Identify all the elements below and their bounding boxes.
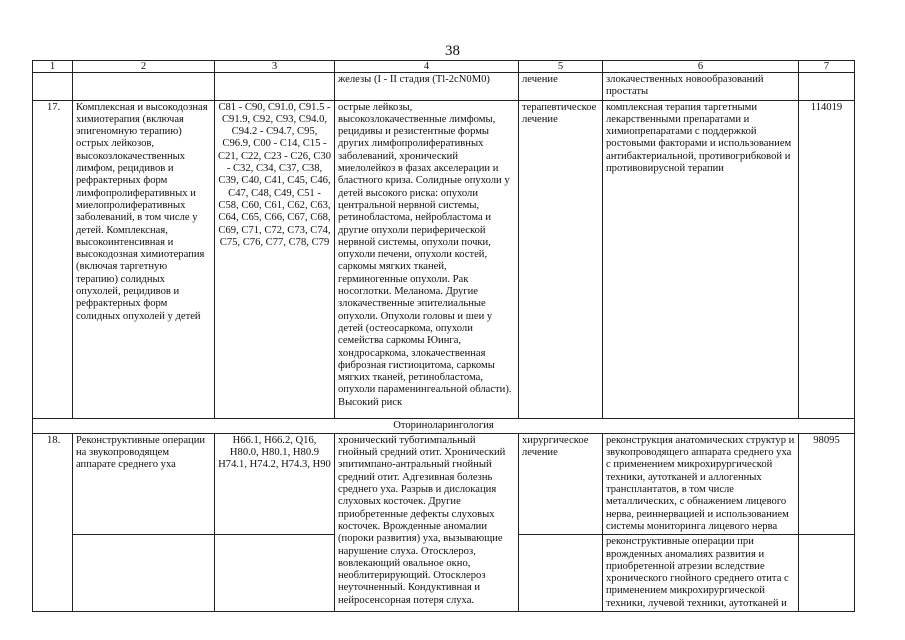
cost-cell: 114019	[799, 100, 855, 418]
method-cell: злокачественных новообразований простаты	[603, 73, 799, 101]
column-number: 4	[335, 61, 519, 73]
care-type-name-cell: Реконструктивные операции на звукопроводящем аппарате среднего уха	[73, 433, 215, 534]
method-cell: реконструктивные операции при врожденных аномалиях развития и приобретенной атрезии вследствие хронического гнойного среднего отита с применением микрохирургической техники, лучевой техники, аутотканей и	[603, 535, 799, 612]
care-type-name-cell: Комплексная и высокодозная химиотерапия (включая эпигеномную терапию) острых лейкозов, высокозлокачественных лимфом, рецидивов и рефрактерных форм лимфопролиферативных и миелопролиферативных заболеваний, в том числе у детей. Комплексная, высокоинтенсивная и высокодозная химиотерапия (включая таргетную терапию) солидных опухолей, рецидивов и рефрактерных форм солидных опухолей у детей	[73, 100, 215, 418]
column-number: 3	[215, 61, 335, 73]
method-cell: реконструкция анатомических структур и звукопроводящего аппарата среднего уха с применением микрохирургической техники, аутотканей и аллогенных трансплантатов, в том числе металлических, с обнажением лицевого нерва, реиннервацией и использованием системы мониторинга лицевого нерва	[603, 433, 799, 534]
cell-empty	[519, 535, 603, 612]
table-row	[33, 100, 855, 418]
table-row	[33, 433, 855, 534]
section-title: Оториноларингология	[33, 418, 855, 433]
icd-codes-cell: C81 - C90, C91.0, C91.5 - C91.9, C92, C93, C94.0, C94.2 - C94.7, C95, C96.9, C00 - C14, C15 - C21, C22, C23 - C26, C30 - C32, C34, C37, C38, C39, C40, C41, C45, C46, C47, C48, C49, C51 - C58, C60, C61, C62, C63, C64, C65, C66, C67, C68, C69, C71, C72, C73, C74, C75, C76, C77, C78, C79	[215, 100, 335, 418]
column-number-row	[33, 61, 855, 73]
cell-empty	[73, 73, 215, 101]
continuation-row	[33, 73, 855, 101]
treatment-type-cell: хирургическое лечение	[519, 433, 603, 534]
column-number: 1	[33, 61, 73, 73]
section-header-row	[33, 418, 855, 433]
treatment-type-cell: терапевтическое лечение	[519, 100, 603, 418]
cell-empty	[73, 535, 215, 612]
patient-model-cell: железы (I - II стадия (Tl-2cN0M0)	[335, 73, 519, 101]
cost-cell: 98095	[799, 433, 855, 534]
cell-empty	[215, 535, 335, 612]
patient-model-cell: острые лейкозы, высокозлокачественные лимфомы, рецидивы и резистентные формы других лимфопролиферативных заболеваний, хронический миелолейкоз в фазах акселерации и бластного криза. Солидные опухоли у детей высокого риска: опухоли центральной нервной системы, ретинобластома, нейробластома и другие опухоли периферической нервной системы, опухоли почки, опухоли печени, опухоли костей, саркомы мягких тканей, герминогенные опухоли. Рак носоглотки. Меланома. Другие злокачественные эпителиальные опухоли. Опухоли головы и шеи у детей (остеосаркома, опухоли семейства саркомы Юинга, хондросаркома, злокачественная фиброзная гистиоцитома, саркомы мягких тканей, ретинобластома, опухоли параменингеальной области). Высокий риск	[335, 100, 519, 418]
column-number: 7	[799, 61, 855, 73]
row-number: 18.	[33, 433, 73, 611]
method-cell: комплексная терапия таргетными лекарственными препаратами и химиопрепаратами с поддержкой ростовыми факторами и использованием антибактериальной, противогрибковой и противовирусной терапии	[603, 100, 799, 418]
cell-empty	[33, 73, 73, 101]
cell-empty	[215, 73, 335, 101]
medical-care-table	[32, 60, 855, 612]
cell-empty	[799, 73, 855, 101]
page-number: 38	[445, 43, 460, 59]
cell-empty	[799, 535, 855, 612]
icd-codes-cell: H66.1, H66.2, Q16, H80.0, H80.1, H80.9 H74.1, H74.2, H74.3, H90	[215, 433, 335, 534]
patient-model-cell: хронический туботимпальный гнойный средний отит. Хронический эпитимпано-антральный гнойный средний отит. Адгезивная болезнь среднего уха. Разрыв и дислокация слуховых косточек. Другие приобретенные дефекты слуховых косточек. Врожденные аномалии (пороки развития) уха, вызывающие нарушение слуха. Отосклероз, вовлекающий овальное окно, необлитерирующий. Отосклероз неуточненный. Кондуктивная и нейросенсорная потеря слуха.	[335, 433, 519, 611]
column-number: 2	[73, 61, 215, 73]
column-number: 5	[519, 61, 603, 73]
column-number: 6	[603, 61, 799, 73]
treatment-type-cell: лечение	[519, 73, 603, 101]
row-number: 17.	[33, 100, 73, 418]
